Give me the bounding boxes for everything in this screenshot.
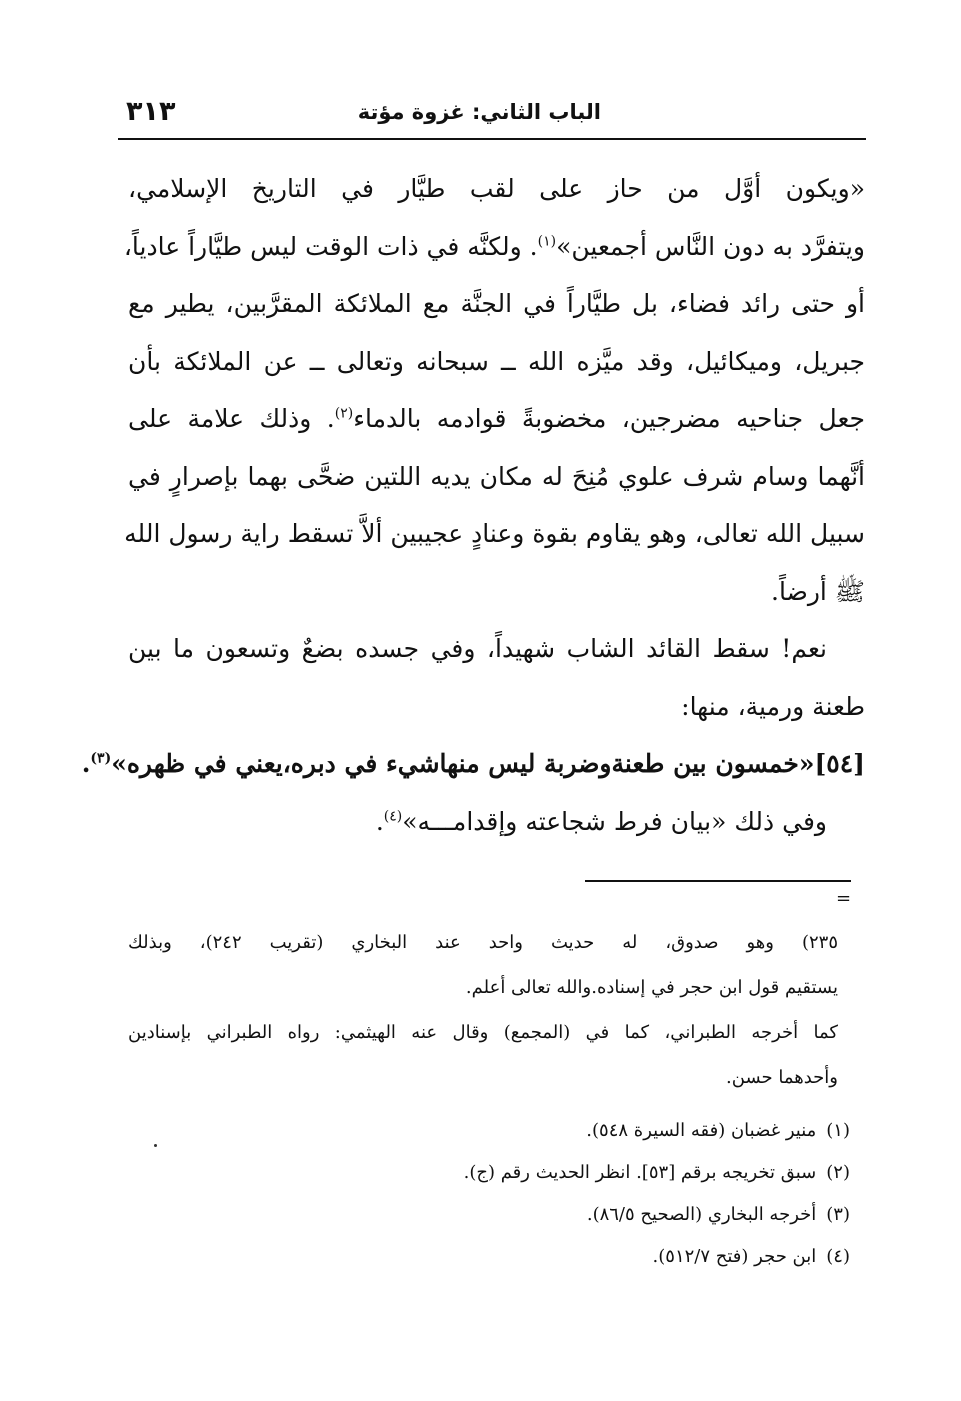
body-line-6: أنَّهما وسام شرف علوي مُنِحَ له مكان يديه اللتين ضحَّى بهما بإصرارٍ في bbox=[128, 461, 865, 491]
hadith-text: «خمسون بين طعنةوضربة ليس منهاشيء في دبره،يعني في ظهره» bbox=[111, 749, 815, 778]
footnote-marker-4[interactable]: (٤) bbox=[383, 808, 403, 825]
body-line-5-text: جعل جناحيه مضرجين، مخضوبةً قوادمه بالدماء bbox=[353, 404, 865, 433]
hadith-end: . bbox=[81, 749, 91, 778]
continuation-mark: = bbox=[836, 888, 852, 909]
body-line-3: أو حتى رائد فضاء، بل طيَّاراً في الجنَّة مع الملائكة المقرَّبين، يطير مع bbox=[128, 289, 865, 318]
footnote-item-4 bbox=[128, 1236, 850, 1278]
closing-end: . bbox=[375, 806, 384, 836]
body-line-2-rest: . ولكنَّه في ذات الوقت ليس طيَّاراً عادياً، bbox=[123, 231, 538, 261]
body-line-9: نعم! سقط القائد الشاب شهيداً، وفي جسده بضعٌ وتسعون ما بين bbox=[128, 634, 827, 663]
footnote-item-2 bbox=[128, 1152, 850, 1194]
footnote-divider bbox=[585, 880, 851, 882]
footnote-marker-1[interactable]: (١) bbox=[537, 233, 557, 250]
footnote-marker-3[interactable]: (٣) bbox=[90, 750, 112, 767]
closing-line bbox=[128, 793, 865, 851]
running-title: الباب الثاني: غزوة مؤتة bbox=[357, 100, 601, 124]
body-line-2-text: ويتفرَّد به دون النَّاس أجمعين» bbox=[556, 231, 865, 261]
footnote-continued-line-4: وأحدهما حسن. bbox=[726, 1067, 838, 1088]
page-number: ٣١٣ bbox=[126, 96, 176, 127]
body-line-5 bbox=[128, 390, 865, 448]
footnote-continued-line-1: ٢٣٥) وهو صدوق، له حديث واحد عند البخاري (تقريب ٢٤٢)، وبذلك bbox=[128, 932, 839, 953]
footnote-item-1 bbox=[128, 1110, 850, 1152]
footnote-number: (٣) bbox=[826, 1204, 850, 1225]
hadith-line bbox=[81, 735, 865, 793]
closing-line-text: وفي ذلك «بيان فرط شجاعته وإقدامـــه» bbox=[402, 806, 827, 836]
scan-speck bbox=[154, 1144, 157, 1147]
body-line-10: طعنة ورمية، منها: bbox=[681, 691, 865, 721]
footnote-text: سبق تخريجه برقم [٥٣]. انظر الحديث رقم (ج). bbox=[463, 1162, 817, 1183]
footnote-number: (٢) bbox=[826, 1162, 850, 1183]
body-line-5-rest: . وذلك علامة على bbox=[128, 404, 335, 433]
page-header bbox=[118, 92, 866, 140]
footnote-text: ابن حجر (فتح ٥١٢/٧). bbox=[652, 1246, 817, 1267]
footnote-marker-2[interactable]: (٢) bbox=[334, 405, 354, 422]
footnote-item-3 bbox=[128, 1194, 850, 1236]
body-line-7: سبيل الله تعالى، وهو يقاوم بقوة وعنادٍ عجيبين ألاَّ تسقط راية رسول الله bbox=[124, 519, 865, 548]
body-line-1: «ويكون أوَّل من حاز على لقب طيَّار في التاريخ الإسلامي، bbox=[128, 174, 865, 203]
footnotes-continued bbox=[128, 920, 838, 1100]
body-line-2 bbox=[123, 218, 865, 276]
footnote-continued-line-2: يستقيم قول ابن حجر في إسناده.والله تعالى أعلم. bbox=[465, 977, 838, 998]
footnote-number: (١) bbox=[826, 1120, 850, 1141]
footnote-text: منير غضبان (فقه السيرة ٥٤٨). bbox=[586, 1120, 817, 1141]
footnote-list bbox=[128, 1110, 850, 1278]
footnote-continued-line-3: كما أخرجه الطبراني، كما في (المجمع) وقال عنه الهيثمي: رواه الطبراني بإسنادين bbox=[128, 1022, 838, 1043]
body-line-4: جبريل، وميكائيل، وقد ميَّزه الله ــ سبحانه وتعالى ــ عن الملائكة بأن bbox=[128, 346, 865, 376]
hadith-number: [٥٤] bbox=[814, 749, 865, 778]
footnote-number: (٤) bbox=[826, 1246, 850, 1267]
body-line-8: ﷺ أرضاً. bbox=[771, 576, 865, 606]
footnote-text: أخرجه البخاري (الصحيح ٨٦/٥). bbox=[586, 1204, 817, 1225]
body-text bbox=[81, 160, 865, 850]
